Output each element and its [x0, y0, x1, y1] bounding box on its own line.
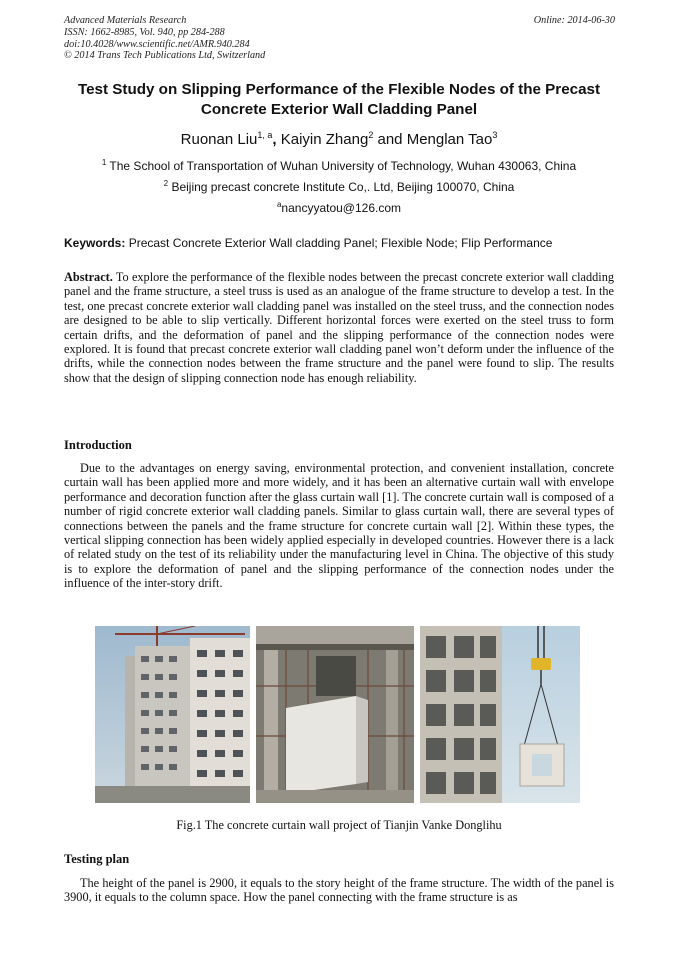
affiliation-2-mark: 2 — [163, 179, 169, 188]
introduction-heading: Introduction — [64, 438, 132, 452]
email-text: nancyyatou@126.com — [281, 201, 402, 215]
figure-photo-building — [95, 626, 250, 803]
introduction-text: Due to the advantages on energy saving, environmental protection, and convenient installation, concrete curtain wall has been applied more and more widely, and it has been an alternative curtain wall with envelope performance and decoration function after the glass curtain wall [1]. The concrete curtain wall is composed of a number of rigid concrete exterior wall cladding panels. Similar to glass curtain wall, there are several types of connections between the panels and the frame structure for concrete curtain wall [2]. Within these types, the vertical slipping connection has been widely applied especially in developed countries. However there is a lack of related study on the test of its reliability under the manufacturing level in China. The objective of this study is to explore the deformation of panel and the slipping performance of the connection nodes under the influence of the inter-story drift. — [64, 461, 614, 591]
author-2-affil: 2 — [368, 130, 374, 140]
author-2: Kaiyin Zhang — [280, 131, 369, 148]
abstract — [64, 270, 614, 385]
author-3-affil: 3 — [492, 130, 498, 140]
author-email — [0, 200, 678, 215]
abstract-label: Abstract. — [64, 270, 113, 284]
building-photo-illustration — [95, 626, 250, 803]
author-1: Ruonan Liu — [180, 131, 258, 148]
abstract-text: To explore the performance of the flexible nodes between the precast concrete exterior wall cladding panel and the frame structure, a steel truss is used as an analogue of the frame structure to develop a test. In the test, one precast concrete exterior wall cladding panel was installed on the steel truss, and the connection nodes are designed to be able to slip vertically. Different horizontal forces were exerted on the steel truss to form certain drifts, and the deformation of panel and the slipping performance of the connection nodes were explored. It is found that precast concrete exterior wall cladding panel won’t deform under the influence of the drifts, while the connection nodes between the frame structure and the panel were found to slip. The results show that the design of slipping connection node has enough reliability. — [64, 270, 615, 385]
issn-line: ISSN: 1662-8985, Vol. 940, pp 284-288 — [64, 26, 225, 38]
email-mark: a — [276, 200, 282, 209]
keywords — [64, 236, 624, 250]
affiliation-1-text: The School of Transportation of Wuhan University of Technology, Wuhan 430063, China — [109, 159, 577, 173]
author-1-affil: 1, a — [257, 130, 273, 140]
author-sep-2: and — [373, 131, 407, 148]
figure-photo-crane-lift — [420, 626, 580, 803]
online-date: Online: 2014-06-30 — [533, 15, 615, 26]
author-3: Menglan Tao — [406, 131, 493, 148]
testing-plan-text: The height of the panel is 2900, it equals to the story height of the frame structure. The width of the panel is 3900, it equals to the column space. How the panel connecting with the frame structure is as — [64, 876, 614, 905]
affiliation-1 — [0, 158, 678, 173]
crane-lift-photo-illustration — [420, 626, 580, 803]
figure-1-caption: Fig.1 The concrete curtain wall project of Tianjin Vanke Donglihu — [176, 818, 502, 832]
journal-header — [64, 15, 265, 62]
affiliation-2-text: Beijing precast concrete Institute Co,. Ltd, Beijing 100070, China — [171, 180, 515, 194]
journal-name: Advanced Materials Research — [64, 15, 187, 26]
figure-photo-panel — [256, 626, 414, 803]
paper-title: Test Study on Slipping Performance of the Flexible Nodes of the Precast Concrete Exterior Wall Cladding Panel — [77, 81, 601, 118]
copyright-line: © 2014 Trans Tech Publications Ltd, Switzerland — [64, 50, 266, 62]
testing-plan-heading: Testing plan — [64, 852, 130, 866]
doi-line: doi:10.4028/www.scientific.net/AMR.940.284 — [64, 38, 250, 50]
keywords-label: Keywords: — [64, 236, 126, 250]
author-list — [0, 130, 678, 148]
keywords-text: Precast Concrete Exterior Wall cladding Panel; Flexible Node; Flip Performance — [128, 236, 553, 250]
affiliation-1-mark: 1 — [101, 158, 107, 167]
affiliation-2 — [0, 179, 678, 194]
panel-photo-illustration — [256, 626, 414, 803]
author-sep-1: , — [272, 131, 281, 148]
